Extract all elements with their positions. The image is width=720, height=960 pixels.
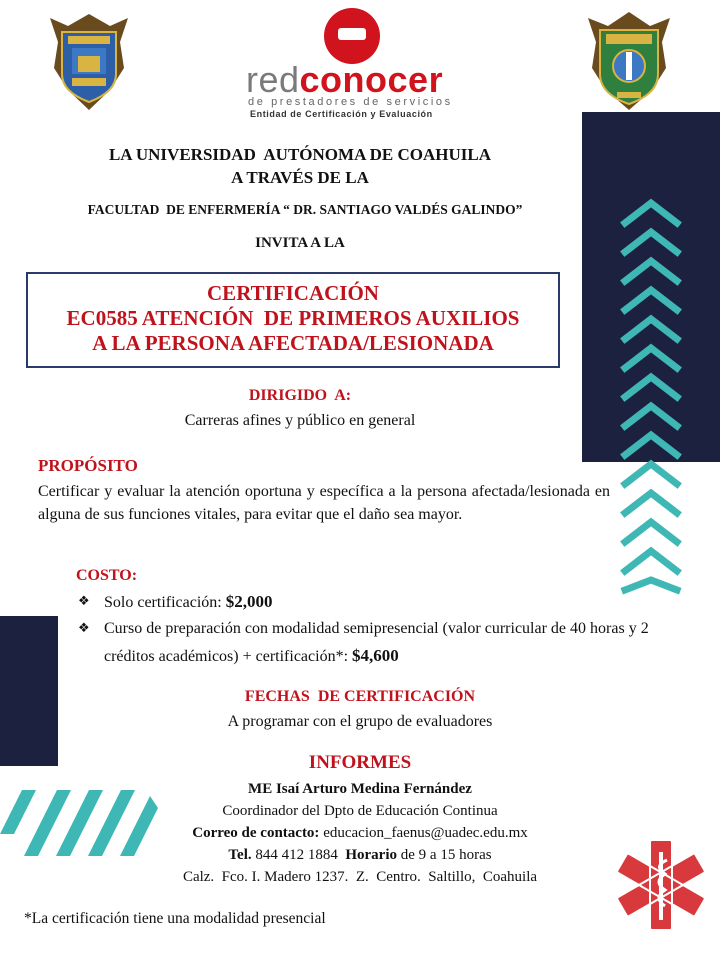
- contact-address: Calz. Fco. I. Madero 1237. Z. Centro. Saltillo, Coahuila: [182, 869, 538, 885]
- cost-list: [78, 590, 686, 670]
- chevron-up-icon: [625, 580, 677, 590]
- chevron-up-icon: [625, 464, 677, 484]
- chevron-up-icon: [625, 261, 677, 281]
- dates-title: FECHAS DE CERTIFICACIÓN: [244, 688, 476, 705]
- chevron-up-icon: [625, 406, 677, 426]
- chevron-up-icon: [625, 493, 677, 513]
- brand-subtitle: de prestadores de servicios: [248, 96, 453, 108]
- info-title: INFORMES: [308, 752, 412, 773]
- contact-name: ME Isaí Arturo Medina Fernández: [248, 781, 472, 797]
- list-item: [78, 590, 686, 615]
- footnote: *La certificación tiene una modalidad presencial: [24, 910, 326, 927]
- email-link[interactable]: educacion_faenus@uadec.edu.mx: [323, 825, 528, 841]
- cost-title: COSTO:: [76, 567, 138, 584]
- faculty-heading: FACULTAD DE ENFERMERÍA “ DR. SANTIAGO VALDÉS GALINDO”: [87, 202, 523, 217]
- purpose-title: PROPÓSITO: [38, 456, 138, 475]
- chevron-up-icon: [625, 348, 677, 368]
- diamond-bullet-icon: ❖: [78, 621, 90, 636]
- hours-text: de 9 a 15 horas: [400, 847, 492, 863]
- chevron-up-icon: [625, 551, 677, 571]
- university-name: LA UNIVERSIDAD AUTÓNOMA DE COAHUILA: [108, 145, 492, 164]
- chevron-up-icon: [625, 522, 677, 542]
- cost-item-text: Solo certificación:: [104, 594, 226, 611]
- hours-label: Horario: [345, 847, 398, 863]
- brand-tagline: Entidad de Certificación y Evaluación: [250, 109, 433, 119]
- cost-item-text: Curso de preparación con modalidad semipresencial (valor curricular de 40 horas y 2 créditos académicos) + certificación*:: [104, 620, 649, 665]
- chevron-up-icon: [625, 377, 677, 397]
- dates-text: A programar con el grupo de evaluadores: [227, 713, 493, 730]
- list-item: [78, 615, 686, 670]
- contact-email-line: [0, 822, 720, 844]
- redconocer-logo: [240, 6, 480, 119]
- redconocer-badge-icon: [314, 6, 390, 66]
- chevron-up-icon: [625, 319, 677, 339]
- uadec-shield-logo: [48, 12, 130, 112]
- email-label: Correo de contacto:: [192, 825, 320, 841]
- certification-code: EC0585 ATENCIÓN DE PRIMEROS AUXILIOS: [66, 306, 520, 330]
- cost-item-price: $2,000: [225, 592, 273, 611]
- certification-title: CERTIFICACIÓN: [207, 281, 379, 305]
- diamond-bullet-icon: ❖: [78, 594, 90, 609]
- purpose-text: Certificar y evaluar la atención oportuna y específica a la persona afectada/lesionada en alguna de sus funciones vitales, para evitar que el daño sea mayor.: [38, 483, 610, 523]
- contact-phone-line: [0, 844, 720, 866]
- chevron-up-icon: [625, 232, 677, 252]
- brand-wordmark: redconocer: [246, 59, 444, 100]
- chevron-up-icon: [625, 435, 677, 455]
- phone-number: 844 412 1884: [255, 847, 338, 863]
- certification-subject: A LA PERSONA AFECTADA/LESIONADA: [92, 331, 494, 355]
- audience-text: Carreras afines y público en general: [184, 412, 416, 429]
- chevron-up-icon: [625, 290, 677, 310]
- audience-title: DIRIGIDO A:: [248, 387, 352, 404]
- cost-item-price: $4,600: [352, 646, 399, 665]
- nursing-faculty-shield-logo: [586, 10, 672, 114]
- chevron-up-icon: [625, 203, 677, 223]
- info-block: [0, 778, 720, 888]
- phone-label: Tel.: [228, 847, 252, 863]
- certification-box: [26, 272, 560, 368]
- university-heading: [0, 143, 600, 189]
- through-text: A TRAVÉS DE LA: [231, 168, 369, 187]
- chevron-column: [620, 196, 682, 598]
- invites-heading: INVITA A LA: [255, 235, 345, 251]
- contact-role: Coordinador del Dpto de Educación Continua: [222, 803, 498, 819]
